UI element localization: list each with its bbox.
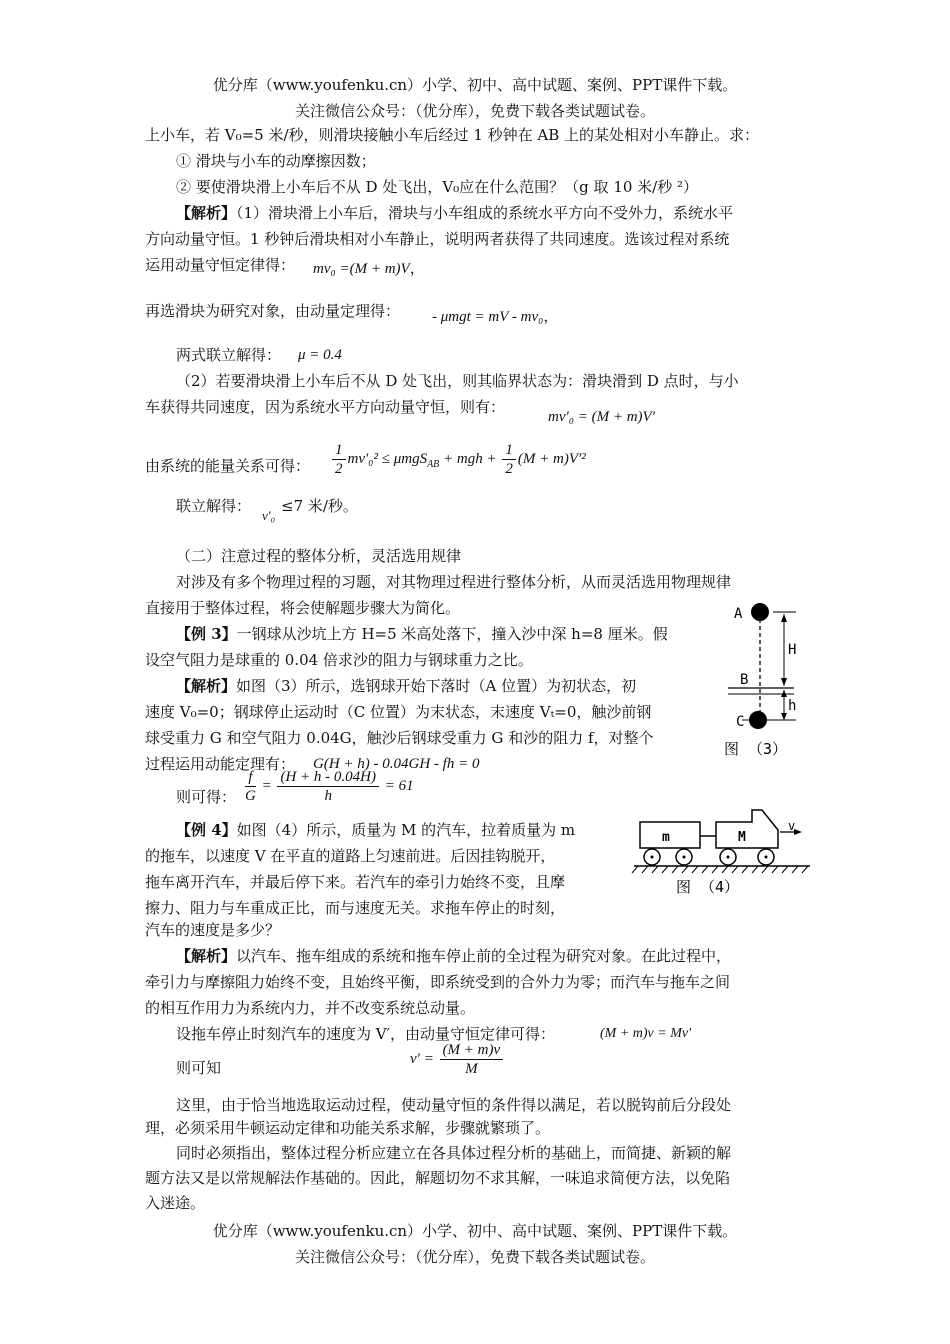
footer-line-1: 优分库（www.youfenku.cn）小学、初中、高中试题、案例、PPT课件下载。 [212, 1222, 738, 1240]
paragraph-line: 题方法又是以常规解法作基础的。因此，解题切勿不求其解，一味追求简便方法，以免陷 [145, 1169, 731, 1187]
example-3-tag: 【例 3】 [176, 625, 237, 643]
label-v: v [788, 819, 796, 833]
label-small-h: h [788, 698, 797, 714]
paragraph-line: 球受重力 G 和空气阻力 0.04G，触沙后钢球受重力 G 和沙的阻力 f，对整个 [145, 729, 654, 747]
arrow-down-icon [781, 713, 787, 720]
paragraph-line: （2）若要滑块滑上小车后不从 D 处飞出，则其临界状态为：滑块滑到 D 点时，与小 [176, 372, 739, 390]
paragraph-line: 拖车离开汽车，并最后停下来。若汽车的牵引力始终不变，且摩 [145, 873, 566, 891]
equation-ratio: $\frac{f}{G}$ = $\frac{(H + h - 0.04H)}{h}$ = 61 [245, 769, 414, 804]
figure-4-caption: 图 （4） [676, 878, 740, 896]
paragraph-line: 设拖车停止时刻汽车的速度为 V′，由动量守恒定律可得： [176, 1025, 556, 1043]
equation-v0-var: v′₀ [262, 508, 276, 523]
equation-final-v: v′ = $\frac{(M + m)v}{M}$ [410, 1041, 505, 1078]
paragraph-line: 则可知 [176, 1059, 222, 1077]
paragraph-line: 理，必须采用牛顿运动定律和功能关系求解，步骤就繁琐了。 [145, 1119, 551, 1137]
equation-energy: $\frac{1}{2}$ mv′₀² ≤ μmgS$_{AB}$ + mgh + $\frac{1}{2}$ (M + m)V′² [330, 441, 586, 478]
paragraph-line: 的拖车，以速度 V 在平直的道路上匀速前进。后因挂钩脱开， [145, 847, 556, 865]
ground-hatching [632, 866, 808, 873]
ball-position-c [749, 711, 767, 729]
paragraph-line: 同时必须指出，整体过程分析应建立在各具体过程分析的基础上，而简捷、新颖的解 [176, 1144, 732, 1162]
paragraph-line: 这里，由于恰当地选取运动过程，使动量守恒的条件得以满足，若以脱钩前后分段处 [176, 1096, 732, 1114]
example-3-line: 【例 3】一钢球从沙坑上方 H=5 米高处落下，撞入沙中深 h=8 厘米。假 [176, 625, 668, 643]
label-m: m [662, 830, 670, 845]
equation-momentum: mv₀ =(M + m)V， [313, 261, 425, 277]
analysis-tag: 【解析】 [176, 204, 237, 222]
figure-3-caption: 图 （3） [724, 740, 788, 758]
equation-momentum-2: (M + m)v = Mv′ [600, 1026, 692, 1041]
ball-position-a [751, 603, 769, 621]
figure-3-diagram [718, 598, 828, 763]
equation-critical: mv′₀ = (M + m)V′ [548, 409, 655, 425]
arrow-up-icon [781, 614, 787, 622]
paragraph-line: 入迷途。 [145, 1194, 206, 1212]
trailer-body [640, 822, 700, 848]
label-a: A [734, 606, 743, 622]
paragraph-line: 两式联立解得： [176, 346, 282, 364]
label-big-h: H [788, 642, 797, 658]
paragraph-line: 运用动量守恒定律得： [145, 256, 296, 274]
paragraph-line: 牵引力与摩擦阻力始终不变，且始终平衡，即系统受到的合外力为零；而汽车与拖车之间 [145, 973, 731, 991]
car-body [716, 810, 778, 848]
figure-4-diagram [630, 800, 820, 900]
label-c: C [736, 714, 745, 730]
paragraph-line: 再选滑块为研究对象，由动量定理得： [145, 302, 401, 320]
question-1: ① 滑块与小车的动摩擦因数； [176, 152, 376, 170]
header-line-2: 关注微信公众号：（优分库），免费下载各类试题试卷。 [294, 102, 655, 120]
equation-impulse: - μmgt = mV - mv₀， [432, 309, 559, 325]
analysis-3-line: 【解析】如图（3）所示，选钢球开始下落时（A 位置）为初状态，初 [176, 677, 637, 695]
analysis-4-line: 【解析】以汽车、拖车组成的系统和拖车停止前的全过程为研究对象。在此过程中， [176, 947, 732, 965]
paragraph-line: 的相互作用力为系统内力，并不改变系统总动量。 [145, 999, 476, 1017]
header-line-1: 优分库（www.youfenku.cn）小学、初中、高中试题、案例、PPT课件下载。 [212, 76, 738, 94]
paragraph-line: 直接用于整体过程，将会使解题步骤大为简化。 [145, 599, 461, 617]
paragraph-line: 联立解得： [176, 497, 252, 515]
analysis-text: （1）滑块滑上小车后，滑块与小车组成的系统水平方向不受外力，系统水平 [236, 204, 734, 222]
paragraph-line: 擦力、阻力与车重成正比，而与速度无关。求拖车停止的时刻， [145, 899, 566, 917]
section-heading: （二）注意过程的整体分析，灵活选用规律 [176, 547, 462, 565]
paragraph-line: 方向动量守恒。1 秒钟后滑块相对小车静止，说明两者获得了共同速度。选该过程对系统 [145, 230, 730, 248]
example-4-tag: 【例 4】 [176, 821, 237, 839]
label-big-m: M [738, 830, 746, 845]
equation-work-energy: G(H + h) - 0.04GH - fh = 0 [313, 756, 480, 772]
equation-v0-range: ≤7 米/秒。 [281, 497, 358, 515]
paragraph-line: 设空气阻力是球重的 0.04 倍求沙的阻力与钢球重力之比。 [145, 651, 533, 669]
paragraph-line: 上小车，若 V₀=5 米/秒，则滑块接触小车后经过 1 秒钟在 AB 上的某处相对小车静止。求： [145, 126, 760, 144]
analysis-line [176, 202, 733, 224]
paragraph-line: 速度 V₀=0；钢球停止运动时（C 位置）为末状态，末速度 Vₜ=0，触沙前钢 [145, 703, 652, 721]
label-b: B [740, 672, 749, 688]
example-4-line: 【例 4】如图（4）所示，质量为 M 的汽车，拉着质量为 m [176, 821, 576, 839]
paragraph-line: 对涉及有多个物理过程的习题，对其物理过程进行整体分析，从而灵活选用物理规律 [176, 573, 732, 591]
equation-mu: μ = 0.4 [298, 347, 342, 363]
paragraph-line: 则可得： [176, 788, 237, 806]
arrow-down-icon [781, 678, 787, 686]
footer-line-2: 关注微信公众号：（优分库），免费下载各类试题试卷。 [294, 1248, 655, 1266]
question-2: ② 要使滑块滑上小车后不从 D 处飞出，V₀应在什么范围？（g 取 10 米/秒 ²） [176, 178, 699, 196]
paragraph-line: 汽车的速度是多少？ [145, 921, 281, 939]
paragraph-line: 由系统的能量关系可得： [145, 457, 311, 475]
paragraph-line: 车获得共同速度，因为系统水平方向动量守恒，则有： [145, 398, 506, 416]
paragraph-line: 过程运用动能定理有： [145, 755, 296, 773]
